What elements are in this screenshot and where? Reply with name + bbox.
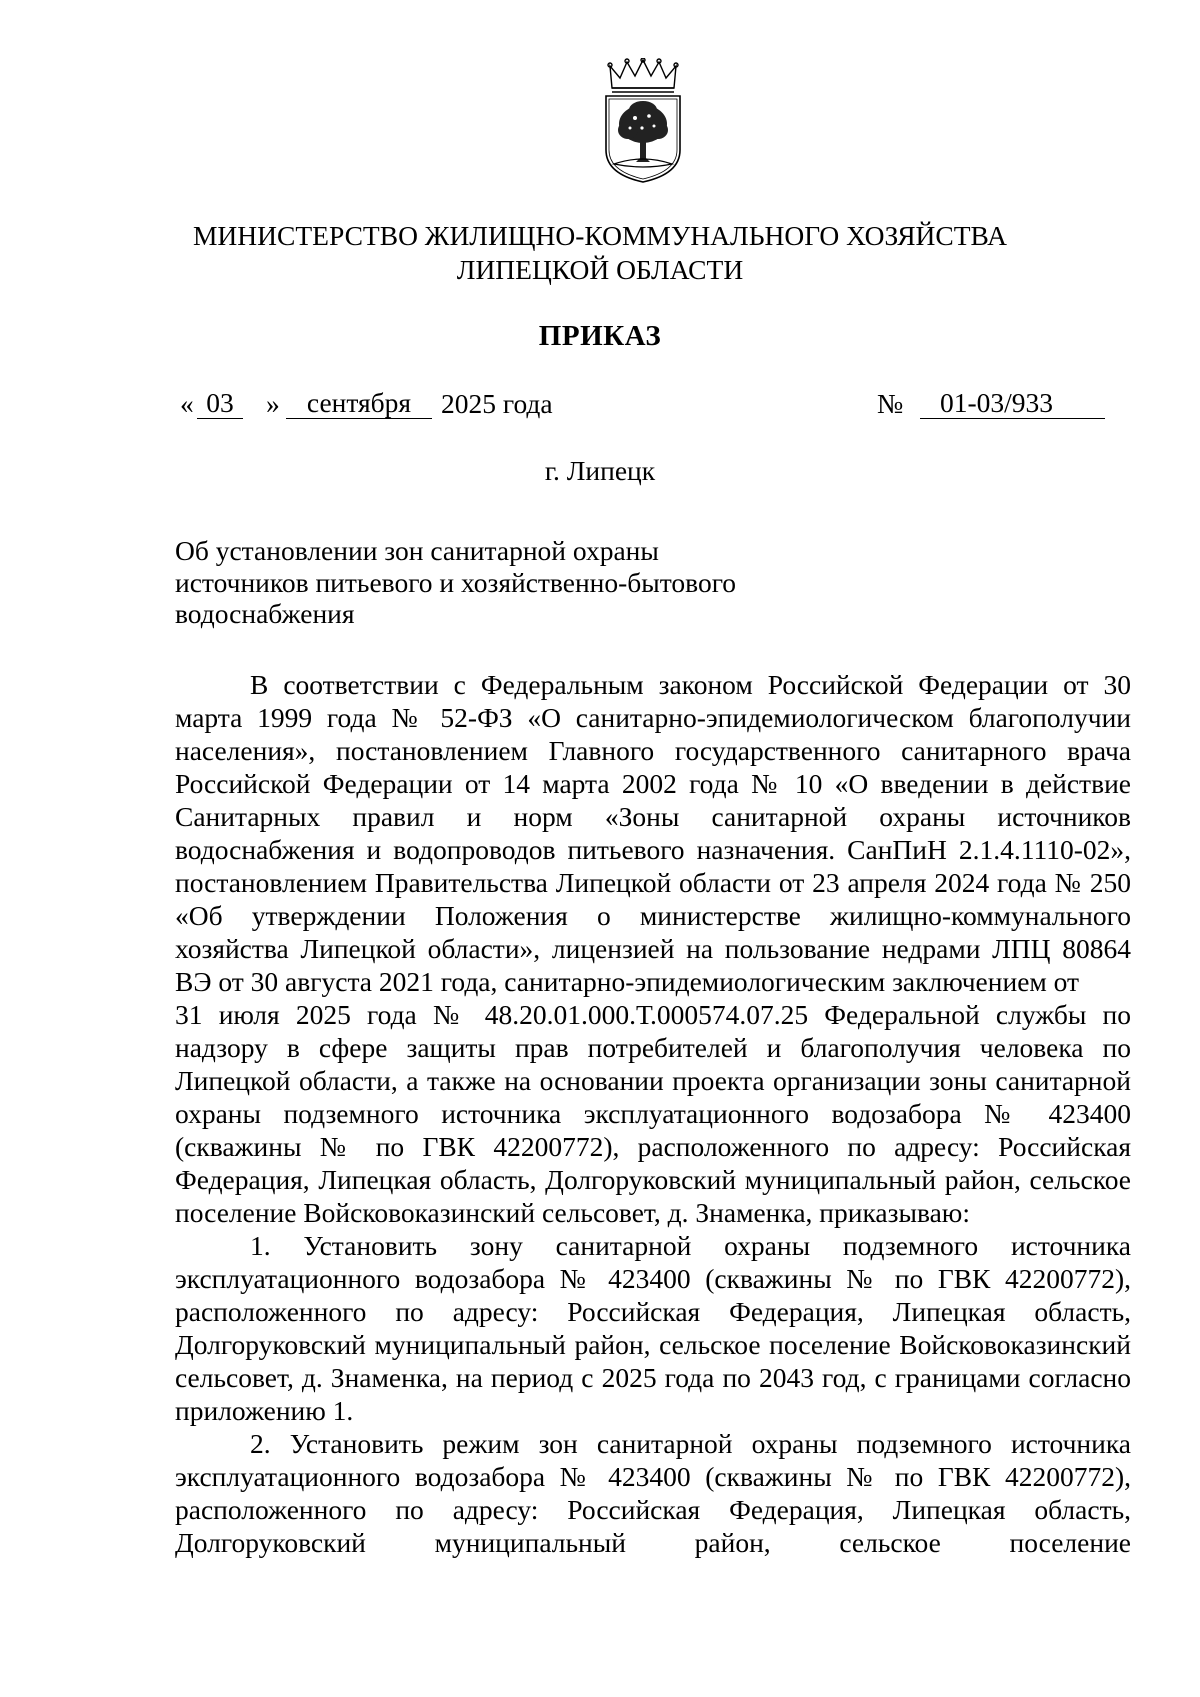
subject-line: Об установлении зон санитарной охраны (175, 535, 659, 566)
date-open-quote: « (180, 388, 194, 419)
order-item-1: 1. Установить зону санитарной охраны подземного источника эксплуатационного водозабора № 423400 (скважины № по ГВК 42200772), расположенного по адресу: Российская Федерация, Липецкая область, Долгоруковский муниципальный район, сельское поселение Войсковоказинский сельсовет, д. Знаменка, на период с 2025 года по 2043 год, с границами согласно приложению 1. (175, 1230, 1131, 1426)
coat-of-arms-icon (602, 58, 684, 184)
subject-line: водоснабжения (175, 598, 355, 629)
document-type-title: ПРИКАЗ (538, 320, 662, 352)
document-body (175, 668, 1131, 1559)
ministry-name-line2: ЛИПЕЦКОЙ ОБЛАСТИ (456, 254, 744, 285)
document-subject (175, 535, 875, 630)
document-number: 01-03/933 (920, 388, 1105, 419)
date-month: сентября (286, 388, 432, 419)
ministry-name-line1: МИНИСТЕРСТВО ЖИЛИЩНО-КОММУНАЛЬНОГО ХОЗЯЙСТВА (192, 220, 1008, 251)
preamble-paragraph: В соответствии с Федеральным законом Российской Федерации от 30 марта 1999 года № 52-ФЗ «О санитарно-эпидемиологическом благополучии населения», постановлением Главного государственного санитарного врача Российской Федерации от 14 марта 2002 года № 10 «О введении в действие Санитарных правил и норм «Зоны санитарной охраны источников водоснабжения и водопроводов питьевого назначения. СанПиН 2.1.4.1110-02», постановлением Правительства Липецкой области от 23 апреля 2024 года № 250 «Об утверждении Положения о министерстве жилищно-коммунального хозяйства Липецкой области», лицензией на пользование недрами ЛПЦ 80864 ВЭ от 30 августа 2021 года, санитарно-эпидемиологическим заключением от (175, 669, 1131, 997)
number-sign: № (877, 388, 904, 419)
date-year: 2025 года (441, 388, 553, 419)
date-day: 03 (197, 388, 243, 419)
order-item-2: 2. Установить режим зон санитарной охраны подземного источника эксплуатационного водозабора № 423400 (скважины № по ГВК 42200772), расположенного по адресу: Российская Федерация, Липецкая область, Долгоруковский муниципальный район, сельское поселение (175, 1428, 1131, 1558)
city: г. Липецк (544, 455, 656, 486)
date-close-quote: » (266, 388, 280, 419)
subject-line: источников питьевого и хозяйственно-бытового (175, 566, 737, 598)
date-number-row (0, 388, 1200, 428)
preamble-continuation: 31 июля 2025 года № 48.20.01.000.Т.000574.07.25 Федеральной службы по надзору в сфере защиты прав потребителей и благополучия человека по Липецкой области, а также на основании проекта организации зоны санитарной охраны подземного источника эксплуатационного водозабора № 423400 (скважины № по ГВК 42200772), расположенного по адресу: Российская Федерация, Липецкая область, Долгоруковский муниципальный район, сельское поселение Войсковоказинский сельсовет, д. Знаменка, приказываю: (175, 999, 1131, 1228)
